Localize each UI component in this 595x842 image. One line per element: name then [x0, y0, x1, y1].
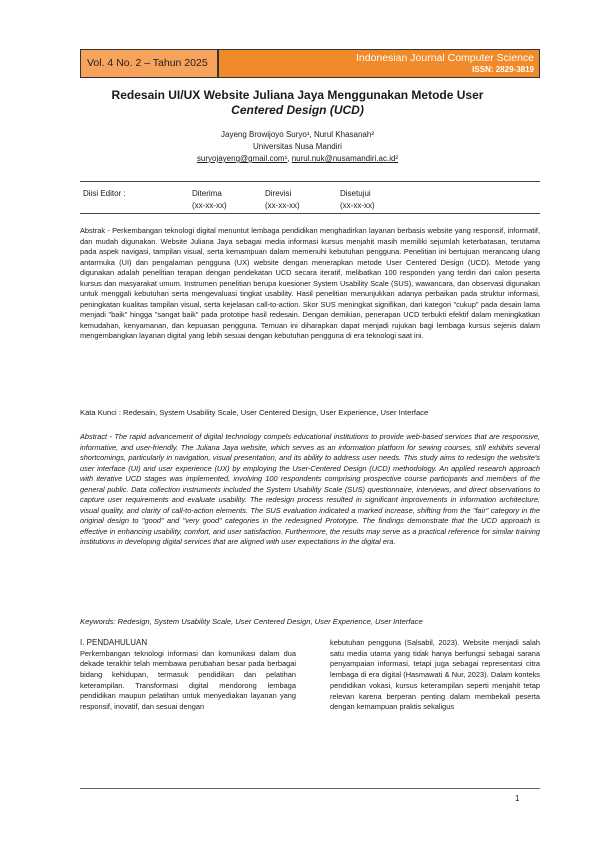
journal-issn: ISSN: 2829-3819	[472, 65, 534, 74]
history-accepted-label: Disetujui	[340, 189, 371, 198]
paper-title	[70, 88, 525, 118]
email-separator: ,	[287, 154, 292, 163]
footer-rule	[80, 788, 540, 789]
history-revised-value: (xx-xx-xx)	[265, 201, 300, 210]
intro-left-column	[80, 638, 296, 713]
intro-right-text: kebutuhan pengguna (Salsabil, 2023). Website menjadi salah satu media utama yang tidak hanya berfungsi sebagai sarana penyampaian informasi, tetapi juga sebagai representasi citra lembaga di era digital (Hasmawati & Nur, 2023). Dalam konteks pendidikan vokasi, kursus keterampilan seperti menjahit tetap relevan karena berperan penting dalam membekali peserta dengan kemampuan praktis sekaligus	[330, 638, 540, 712]
keywords-indonesian: Kata Kunci : Redesain, System Usability Scale, User Centered Design, User Experience, User Interface	[80, 408, 429, 417]
paper-title-line2: Centered Design (UCD)	[231, 103, 364, 117]
author-emails	[70, 153, 525, 165]
page-number: 1	[515, 794, 520, 803]
history-revised-label: Direvisi	[265, 189, 292, 198]
author-email-2[interactable]: nurul.nuk@nusamandiri.ac.id²	[291, 154, 399, 163]
journal-name: Indonesian Journal Computer Science	[355, 52, 534, 64]
author-block	[70, 129, 525, 165]
volume-label: Vol. 4 No. 2 – Tahun 2025	[87, 57, 208, 69]
keywords-english: Keywords: Redesign, System Usability Scale, User Centered Design, User Experience, User Interface	[80, 617, 423, 626]
abstract-indonesian: Abstrak - Perkembangan teknologi digital menuntut lembaga pendidikan menghadirkan layanan berbasis website yang responsif, informatif, dan mudah digunakan. Website Juliana Jaya sebagai media informasi kursus menjahit masih memiliki sejumlah keterbatasan, terutama pada aspek navigasi, tampilan visual, serta kemampuan dalam memenuhi kebutuhan pengguna. Penelitian ini bertujuan merancang ulang antarmuka (UI) dan pengalaman pengguna (UX) website dengan menerapkan metode User Centered Design (UCD). Metode yang digunakan adalah penelitian terapan dengan pendekatan UCD secara iteratif, melibatkan 100 responden yang terdiri dari calon peserta kursus dan masyarakat umum. Instrumen penelitian berupa kuesioner System Usability Scale (SUS), wawancara, dan observasi digunakan untuk menggali kebutuhan serta mengevaluasi tingkat usability. Hasil penelitian menunjukkan adanya perbaikan pada struktur informasi, peningkatan kualitas tampilan visual, serta kejelasan call-to-action. Skor SUS meningkat signifikan, dari kategori "cukup" pada desain lama menjadi "baik" hingga "sangat baik" pada prototipe hasil redesain. Dengan demikian, penerapan UCD terbukti efektif dalam meningkatkan kemudahan, kenyamanan, dan kepuasan pengguna. Temuan ini diharapkan dapat menjadi rujukan bagi lembaga kursus sejenis dalam mengembangkan layanan digital yang lebih sesuai dengan kebutuhan pengguna di era teknologi saat ini.	[80, 226, 540, 340]
history-received-value: (xx-xx-xx)	[192, 201, 227, 210]
paper-title-line1: Redesain UI/UX Website Juliana Jaya Menggunakan Metode User	[111, 88, 484, 102]
author-email-1[interactable]: suryojayeng@gmail.com¹	[196, 154, 288, 163]
abstract-english: Abstract - The rapid advancement of digital technology compels educational institutions to provide web-based services that are responsive, informative, and user-friendly. The Juliana Jaya website, which serves as an information platform for sewing courses, still exhibits several shortcomings, particularly in navigation, visual presentation, and its ability to address user needs. This study aims to redesign the website's user interface (UI) and user experience (UX) by employing the User-Centered Design (UCD) methodology. An applied research approach with iterative UCD stages was implemented, involving 100 respondents comprising prospective course participants and members of the general public. Data collection instruments included the System Usability Scale (SUS) questionnaire, interviews, and direct observations to capture user requirements and evaluate usability. The redesign process resulted in significant improvements in information architecture, visual quality, and clarity of call-to-action elements. The SUS evaluation indicated a marked increase, shifting from the "fair" category in the original design to "good" and "very good" categories in the redesigned Prototype. The findings demonstrate that the UCD approach is effective in enhancing usability, comfort, and user satisfaction. Furthermore, the results may serve as a practical reference for similar training institutions in developing digital services that are aligned with user expectations in the digital era.	[80, 432, 540, 546]
history-received-label: Diterima	[192, 189, 222, 198]
section-heading-introduction: I. PENDAHULUAN	[80, 638, 148, 647]
author-affiliation: Universitas Nusa Mandiri	[253, 142, 342, 151]
intro-left-text: Perkembangan teknologi informasi dan komunikasi dalam dua dekade terakhir telah membawa perubahan besar pada berbagai bidang kehidupan, termasuk pendidikan dan pelatihan keterampilan. Transformasi digital mendorong lembaga pendidikan maupun pelatihan untuk menyediakan layanan yang responsif, inovatif, dan sesuai dengan	[80, 648, 296, 712]
history-bottom-rule	[80, 213, 540, 214]
author-names: Jayeng Browijoyo Suryo¹, Nurul Khasanah²	[221, 130, 374, 139]
volume-box	[80, 49, 218, 78]
history-label: Diisi Editor :	[83, 189, 126, 198]
journal-box	[218, 49, 540, 78]
intro-right-column	[330, 638, 540, 713]
history-accepted-value: (xx-xx-xx)	[340, 201, 375, 210]
history-top-rule	[80, 181, 540, 182]
